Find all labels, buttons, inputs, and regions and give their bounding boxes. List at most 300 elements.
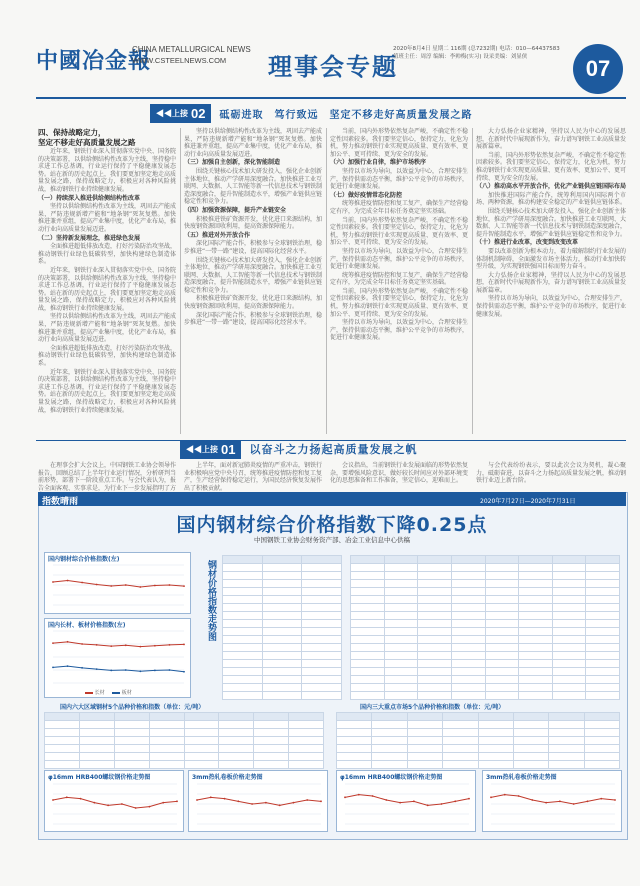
table-cell	[351, 596, 385, 604]
data-point	[81, 667, 83, 669]
data-point	[545, 802, 547, 804]
table-cell	[418, 572, 452, 580]
table-cell	[519, 572, 553, 580]
table-cell	[485, 564, 519, 572]
table-cell	[519, 628, 553, 636]
data-point	[210, 796, 212, 798]
table-row	[223, 652, 342, 660]
table-cell	[254, 761, 289, 769]
table-cell	[549, 721, 584, 729]
data-point	[169, 669, 171, 671]
table-row	[45, 761, 324, 769]
continued-tag-page: 02	[191, 105, 206, 121]
data-point	[67, 665, 69, 667]
table-cell	[586, 556, 620, 564]
table-cell	[407, 761, 442, 769]
table-cell	[302, 604, 342, 612]
table-cell	[219, 745, 254, 753]
table-row	[223, 580, 342, 588]
table-cell	[451, 588, 485, 596]
data-point	[385, 799, 387, 801]
table-cell	[289, 729, 324, 737]
price-table-mid	[222, 555, 342, 700]
table-cell	[552, 564, 586, 572]
data-point	[52, 581, 54, 583]
table-cell	[302, 612, 342, 620]
table-cell	[262, 652, 302, 660]
table-row	[351, 684, 620, 692]
data-point	[490, 796, 492, 798]
newspaper-logo: 中國冶金報	[36, 48, 152, 74]
table-cell	[302, 652, 342, 660]
table-cell	[549, 745, 584, 753]
data-point	[154, 670, 156, 672]
table-cell	[586, 668, 620, 676]
table-cell	[586, 636, 620, 644]
table-cell	[351, 580, 385, 588]
chart-rebar-2	[336, 770, 476, 832]
data-point	[107, 804, 109, 806]
table-cell	[552, 660, 586, 668]
table-row	[351, 572, 620, 580]
table-cell	[337, 713, 372, 721]
chart-hotroll-2-title: 3mm热轧卷板价格走势图	[486, 774, 557, 781]
data-point	[96, 584, 98, 586]
table-row	[45, 753, 324, 761]
table-cell	[549, 737, 584, 745]
table-cell	[407, 729, 442, 737]
table-cell	[223, 660, 263, 668]
table-cell	[552, 556, 586, 564]
table-cell	[262, 628, 302, 636]
data-point	[80, 798, 82, 800]
issue-meta-line2: 值班主任：周淳 编辑：李帅梅(实习) 设采美编：刘显侠	[393, 54, 528, 60]
table-cell	[519, 636, 553, 644]
table-cell	[552, 596, 586, 604]
table-row	[337, 729, 620, 737]
data-point	[149, 806, 151, 808]
table-cell	[302, 620, 342, 628]
table-row	[223, 660, 342, 668]
table-row	[223, 564, 342, 572]
data-point	[441, 803, 443, 805]
table-cell	[418, 628, 452, 636]
data-point	[81, 582, 83, 584]
continued-tag-prefix: ◀◀上接	[156, 108, 188, 118]
table-cell	[219, 729, 254, 737]
table-cell	[302, 676, 342, 684]
chart-long-flat-index	[44, 618, 191, 698]
table-cell	[184, 721, 219, 729]
table-cell	[223, 596, 263, 604]
table-cell	[407, 721, 442, 729]
data-point	[587, 800, 589, 802]
table-cell	[254, 721, 289, 729]
chart-hotroll-1-title: 3mm热轧卷板价格走势图	[192, 774, 263, 781]
table-cell	[302, 684, 342, 692]
table-cell	[451, 660, 485, 668]
table-cell	[184, 753, 219, 761]
table-cell	[384, 684, 418, 692]
table-row	[45, 729, 324, 737]
table-cell	[451, 604, 485, 612]
continued-tag-2-page: 01	[221, 441, 236, 457]
table-row	[223, 556, 342, 564]
data-point	[196, 799, 198, 801]
table-cell	[451, 636, 485, 644]
table-cell	[513, 761, 548, 769]
table-cell	[351, 628, 385, 636]
data-point	[81, 643, 83, 645]
issue-meta-line1: 2020年8月4日 星期二 116期 (总7232期) 电话：010—64437583	[393, 46, 560, 52]
table-row	[223, 668, 342, 676]
data-point	[344, 796, 346, 798]
table-cell	[337, 729, 372, 737]
table-row	[45, 721, 324, 729]
table-cell	[384, 620, 418, 628]
table-cell	[451, 612, 485, 620]
data-point	[559, 800, 561, 802]
table-cell	[451, 564, 485, 572]
table-row	[351, 628, 620, 636]
table-cell	[351, 676, 385, 684]
table-cell	[223, 580, 263, 588]
chart-composite-index-title: 国内钢材综合价格指数(左)	[48, 556, 120, 563]
article1-column-3: 当前，国内外形势依然复杂严峻，不确定性不稳定性因素较多。我们要坚定信心，保持定力，化危为机，努力推动钢铁行业实现更高质量、更有效率、更加公平、更可持续、更为安全的发展。 （六）加强行业自律，维护市场秩序 坚持以市场为导向，以效益为中心，合理安排生产，保持供需动态平衡，维护公平竞争的市场秩序，促进行业健康发展。 （七）做好疫情常态化防控 统筹推进疫情防控和复工复产，确保生产经营稳定有序，为完成全年目标任务奠定坚实基础。 当前，国内外形势依然复杂严峻，不确定性不稳定性因素较多。我们要坚定信心，保持定力，化危为机，努力推动钢铁行业实现更高质量、更有效率、更加公平、更可持续、更为安全的发展。 坚持以市场为导向，以效益为中心，合理安排生产，保持供需动态平衡，维护公平竞争的市场秩序，促进行业健康发展。 统筹推进疫情防控和复工复产，确保生产经营稳定有序，为完成全年目标任务奠定坚实基础。 当前，国内外形势依然复杂严峻，不确定性不稳定性因素较多。我们要坚定信心，保持定力，化危为机，努力推动钢铁行业实现更高质量、更有效率、更加公平、更可持续、更为安全的发展。 坚持以市场为导向，以效益为中心，合理安排生产，保持供需动态平衡，维护公平竞争的市场秩序，促进行业健康发展。	[330, 128, 469, 342]
table-cell	[262, 556, 302, 564]
article1-title: 砥砺进取 笃行致远 坚定不移走好高质量发展之路	[219, 109, 473, 121]
table-cell	[586, 572, 620, 580]
market-table-title: 国内三大重点市场5个品种价格和指数（单位：元/吨）	[360, 704, 505, 711]
series-line	[53, 666, 184, 672]
table-cell	[223, 676, 263, 684]
table-cell	[302, 644, 342, 652]
table-cell	[337, 737, 372, 745]
table-cell	[384, 556, 418, 564]
table-cell	[485, 572, 519, 580]
table-cell	[384, 636, 418, 644]
table-cell	[418, 660, 452, 668]
table-cell	[552, 652, 586, 660]
data-point	[125, 644, 127, 646]
table-cell	[223, 556, 263, 564]
data-point	[399, 802, 401, 804]
table-cell	[552, 604, 586, 612]
chart-composite-index-svg	[45, 561, 190, 611]
newspaper-url[interactable]: WWW.CSTEELNEWS.COM	[132, 56, 227, 65]
data-point	[125, 584, 127, 586]
table-cell	[451, 644, 485, 652]
table-row	[223, 612, 342, 620]
issue-meta	[393, 45, 560, 61]
data-point	[183, 644, 185, 646]
table-row	[351, 620, 620, 628]
data-point	[110, 645, 112, 647]
table-cell	[451, 596, 485, 604]
chart-side-title: 钢材价格指数走势图	[206, 560, 216, 641]
table-cell	[384, 660, 418, 668]
table-cell	[418, 564, 452, 572]
table-cell	[384, 604, 418, 612]
table-cell	[79, 721, 114, 729]
table-cell	[552, 620, 586, 628]
table-cell	[478, 729, 513, 737]
chart-long-flat-index-svg	[45, 627, 190, 689]
table-row	[223, 588, 342, 596]
price-index-date-range: 2020年7月27日—2020年7月31日	[480, 498, 576, 505]
table-cell	[384, 596, 418, 604]
table-cell	[302, 588, 342, 596]
table-cell	[223, 604, 263, 612]
table-cell	[519, 580, 553, 588]
table-row	[45, 737, 324, 745]
table-cell	[262, 604, 302, 612]
table-row	[351, 668, 620, 676]
header-rule	[36, 97, 626, 99]
series-line	[345, 795, 469, 806]
table-cell	[289, 737, 324, 745]
table-cell	[289, 753, 324, 761]
table-cell	[586, 660, 620, 668]
table-cell	[254, 745, 289, 753]
data-point	[279, 804, 281, 806]
data-point	[413, 800, 415, 802]
chart-hotroll-1-svg	[189, 780, 327, 830]
data-point	[52, 667, 54, 669]
table-row	[223, 644, 342, 652]
table-row	[337, 753, 620, 761]
table-cell	[552, 684, 586, 692]
chart-hotroll-1	[188, 770, 328, 832]
table-cell	[451, 628, 485, 636]
table-cell	[337, 721, 372, 729]
table-cell	[384, 564, 418, 572]
table-cell	[149, 753, 184, 761]
table-cell	[149, 745, 184, 753]
table-cell	[372, 713, 407, 721]
table-cell	[549, 761, 584, 769]
table-cell	[223, 564, 263, 572]
data-point	[454, 800, 456, 802]
table-cell	[384, 580, 418, 588]
table-cell	[351, 692, 385, 700]
article2-column-3: 会议指出，当前钢铁行业发展面临的形势依然复杂，要增强风险意识，做好较长时间应对外部环境变化的思想准备和工作准备，坚定信心，迎难而上。	[330, 462, 469, 485]
table-cell	[519, 620, 553, 628]
table-cell	[262, 588, 302, 596]
table-cell	[586, 692, 620, 700]
data-point	[293, 802, 295, 804]
table-cell	[407, 713, 442, 721]
table-cell	[289, 713, 324, 721]
table-cell	[478, 713, 513, 721]
table-cell	[519, 556, 553, 564]
table-cell	[223, 620, 263, 628]
table-cell	[114, 721, 149, 729]
table-cell	[79, 745, 114, 753]
table-cell	[451, 668, 485, 676]
chart-long-flat-index-title: 国内长材、板材价格指数(左)	[48, 622, 126, 629]
table-cell	[351, 588, 385, 596]
table-cell	[149, 721, 184, 729]
table-cell	[418, 604, 452, 612]
table-cell	[586, 652, 620, 660]
table-cell	[549, 729, 584, 737]
table-cell	[485, 684, 519, 692]
table-cell	[45, 721, 80, 729]
table-cell	[384, 668, 418, 676]
article1-col1-body: 近年来，钢铁行业深入贯彻落实党中央、国务院的决策部署，以供给侧结构性改革为主线，坚持稳中求进工作总基调，行业运行保持了平稳健康发展态势。站在新的历史起点上，我们要更加坚定地走高质量发展之路，保持战略定力，积极应对各种风险挑战，推动钢铁行业持续健康发展。 （一）持续深入推进供给侧结构性改革 坚持以供给侧结构性改革为主线，巩固去产能成果，严防违规新增产能和“地条钢”死灰复燃。加快推进兼并重组，提高产业集中度，优化产业布局，推动行业向高质量发展迈进。 （二）坚持新发展理念，推进绿色发展 全面推进超低排放改造，打好污染防治攻坚战，推动钢铁行业绿色低碳转型，加快构建绿色制造体系。 近年来，钢铁行业深入贯彻落实党中央、国务院的决策部署，以供给侧结构性改革为主线，坚持稳中求进工作总基调，行业运行保持了平稳健康发展态势。站在新的历史起点上，我们要更加坚定地走高质量发展之路，保持战略定力，积极应对各种风险挑战，推动钢铁行业持续健康发展。 坚持以供给侧结构性改革为主线，巩固去产能成果，严防违规新增产能和“地条钢”死灰复燃。加快推进兼并重组，提高产业集中度，优化产业布局，推动行业向高质量发展迈进。 全面推进超低排放改造，打好污染防治攻坚战，推动钢铁行业绿色低碳转型，加快构建绿色制造体系。 近年来，钢铁行业深入贯彻落实党中央、国务院的决策部署，以供给侧结构性改革为主线，坚持稳中求进工作总基调，行业运行保持了平稳健康发展态势。站在新的历史起点上，我们要更加坚定地走高质量发展之路，保持战略定力，积极应对各种风险挑战，推动钢铁行业持续健康发展。	[38, 148, 177, 414]
price-index-headline: 国内钢材综合价格指数下降0.25点	[176, 514, 488, 536]
data-point	[110, 585, 112, 587]
table-row	[351, 604, 620, 612]
article1-column-1	[38, 128, 176, 434]
table-cell	[262, 668, 302, 676]
table-cell	[586, 612, 620, 620]
article1-section-heading: 四、保持战略定力， 坚定不移走好高质量发展之路	[38, 128, 136, 147]
data-point	[135, 807, 137, 809]
table-cell	[407, 753, 442, 761]
table-cell	[219, 721, 254, 729]
table-cell	[418, 636, 452, 644]
table-cell	[451, 556, 485, 564]
table-cell	[254, 713, 289, 721]
table-cell	[149, 713, 184, 721]
table-cell	[513, 713, 548, 721]
series-line	[53, 581, 184, 588]
table-cell	[302, 596, 342, 604]
table-cell	[586, 620, 620, 628]
table-cell	[478, 721, 513, 729]
data-point	[468, 798, 470, 800]
table-cell	[451, 676, 485, 684]
chart-rebar-1-title: φ16mm HRB400螺纹钢价格走势图	[48, 774, 151, 781]
page-number: 07	[573, 44, 623, 94]
table-cell	[223, 572, 263, 580]
table-cell	[302, 668, 342, 676]
table-cell	[351, 652, 385, 660]
table-cell	[372, 753, 407, 761]
table-cell	[262, 564, 302, 572]
table-cell	[302, 556, 342, 564]
table-cell	[45, 713, 80, 721]
table-cell	[254, 737, 289, 745]
table-cell	[443, 761, 478, 769]
data-point	[372, 795, 374, 797]
table-cell	[79, 713, 114, 721]
table-row	[351, 588, 620, 596]
table-cell	[485, 676, 519, 684]
table-cell	[407, 745, 442, 753]
table-row	[351, 644, 620, 652]
chart-hotroll-2	[482, 770, 622, 832]
price-index-label: 指数晴雨	[42, 497, 79, 507]
table-cell	[584, 737, 619, 745]
table-cell	[223, 612, 263, 620]
price-table-right	[350, 555, 620, 700]
table-cell	[584, 729, 619, 737]
data-point	[154, 585, 156, 587]
table-row	[337, 713, 620, 721]
table-cell	[184, 761, 219, 769]
table-cell	[443, 745, 478, 753]
table-cell	[485, 692, 519, 700]
table-cell	[407, 737, 442, 745]
table-cell	[451, 684, 485, 692]
table-cell	[584, 745, 619, 753]
data-point	[614, 799, 616, 801]
table-cell	[513, 737, 548, 745]
table-cell	[337, 761, 372, 769]
table-cell	[351, 572, 385, 580]
chart-rebar-1-svg	[45, 780, 183, 830]
table-cell	[45, 729, 80, 737]
table-cell	[485, 604, 519, 612]
continued-tag-2	[180, 440, 241, 459]
table-cell	[149, 729, 184, 737]
table-cell	[519, 564, 553, 572]
table-cell	[262, 580, 302, 588]
table-cell	[513, 753, 548, 761]
table-cell	[552, 572, 586, 580]
chart-composite-index	[44, 552, 191, 614]
table-row	[337, 761, 620, 769]
article2-column-2: 上半年，面对新冠肺炎疫情的严重冲击，钢铁行业积极响应党中央号召，统筹推进疫情防控和复工复产，生产经营保持稳定运行，为国民经济恢复发展作出了积极贡献。	[184, 462, 323, 492]
table-cell	[302, 636, 342, 644]
table-cell	[478, 745, 513, 753]
table-cell	[223, 644, 263, 652]
table-cell	[485, 588, 519, 596]
table-cell	[79, 753, 114, 761]
table-cell	[351, 684, 385, 692]
data-point	[531, 799, 533, 801]
table-cell	[485, 628, 519, 636]
table-cell	[384, 572, 418, 580]
table-row	[223, 620, 342, 628]
series-line	[491, 795, 615, 804]
table-cell	[443, 737, 478, 745]
data-point	[504, 794, 506, 796]
table-row	[351, 692, 620, 700]
data-point	[237, 800, 239, 802]
chart-legend	[85, 689, 132, 696]
table-cell	[418, 652, 452, 660]
table-row	[351, 564, 620, 572]
table-row	[337, 737, 620, 745]
table-row	[223, 684, 342, 692]
series-line	[53, 797, 177, 808]
table-cell	[114, 737, 149, 745]
article1-column-2: 坚持以供给侧结构性改革为主线，巩固去产能成果，严防违规新增产能和“地条钢”死灰复燃。加快推进兼并重组，提高产业集中度，优化产业布局，推动行业向高质量发展迈进。 （三）加强自主创新，深化智能制造 围绕关键核心技术加大研发投入，强化企业创新主体地位，推动产学研用深度融合。加快推进工业互联网、大数据、人工智能等新一代信息技术与钢铁制造深度融合，提升智能制造水平，增强产业链供应链稳定性和竞争力。 （四）加强资源保障，提升产业链安全 积极推进铁矿资源开发，优化进口来源结构，加快废钢资源回收利用，提高资源保障能力。 （五）推进对外开放合作 深化国际产能合作，积极参与全球钢铁治理，稳步推进“一带一路”建设，提高国际化经营水平。 围绕关键核心技术加大研发投入，强化企业创新主体地位，推动产学研用深度融合。加快推进工业互联网、大数据、人工智能等新一代信息技术与钢铁制造深度融合，提升智能制造水平，增强产业链供应链稳定性和竞争力。 积极推进铁矿资源开发，优化进口来源结构，加快废钢资源回收利用，提高资源保障能力。 深化国际产能合作，积极参与全球钢铁治理，稳步推进“一带一路”建设，提高国际化经营水平。	[184, 128, 323, 327]
table-cell	[586, 588, 620, 596]
table-cell	[478, 753, 513, 761]
table-cell	[519, 596, 553, 604]
table-cell	[302, 692, 342, 700]
table-cell	[302, 564, 342, 572]
table-row	[351, 596, 620, 604]
table-row	[45, 745, 324, 753]
table-cell	[451, 572, 485, 580]
table-cell	[149, 737, 184, 745]
table-cell	[384, 692, 418, 700]
section-title: 理事会专题	[268, 52, 398, 81]
table-cell	[485, 636, 519, 644]
table-cell	[223, 652, 263, 660]
table-cell	[418, 676, 452, 684]
table-cell	[584, 713, 619, 721]
data-point	[169, 584, 171, 586]
table-cell	[584, 753, 619, 761]
table-cell	[418, 692, 452, 700]
